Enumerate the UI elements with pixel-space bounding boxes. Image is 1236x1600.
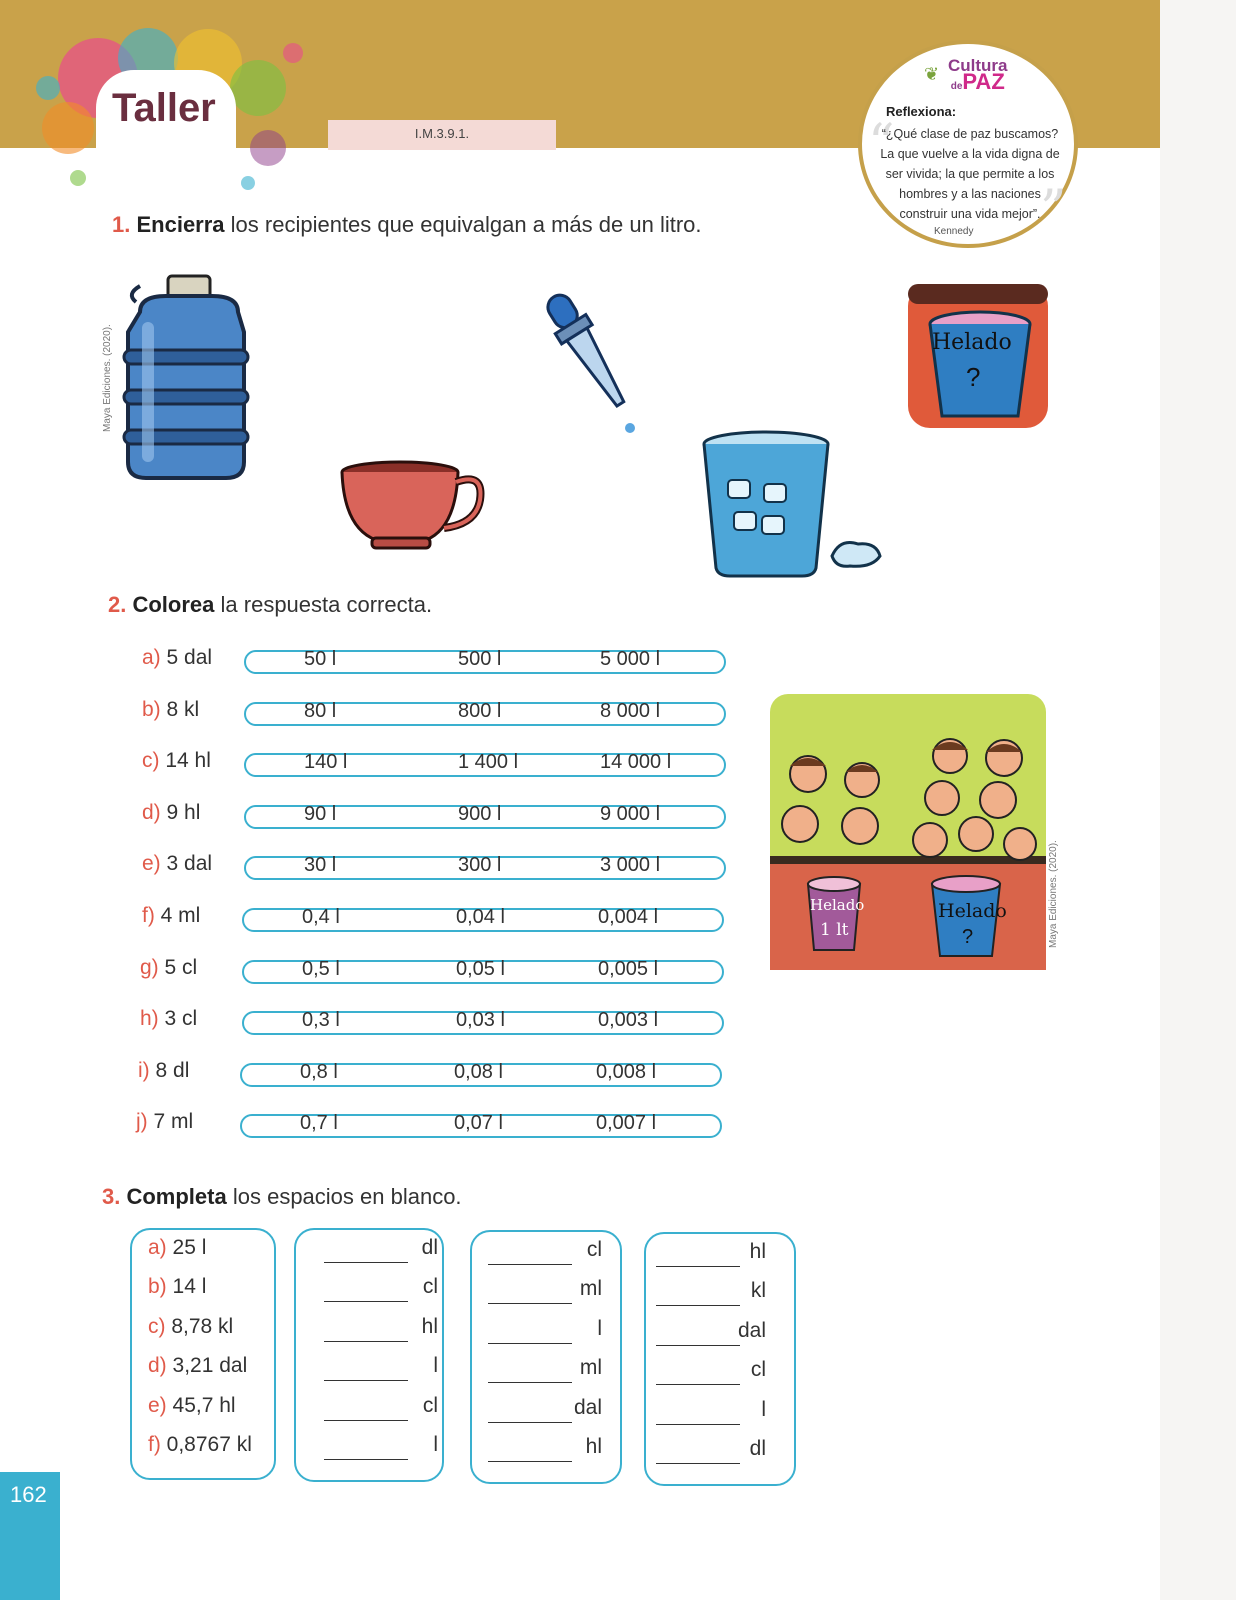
row-label (136, 1110, 193, 1134)
row-letter: f) (142, 904, 155, 927)
question-text: los espacios en blanco. (226, 1184, 462, 1209)
answer-blank[interactable] (488, 1422, 572, 1423)
answer-option[interactable]: 0,5 l (302, 958, 340, 980)
row-label (142, 698, 199, 722)
quote-open-icon: “ (868, 114, 895, 174)
answer-option[interactable]: 1 400 l (458, 751, 519, 773)
answer-column-box (644, 1232, 796, 1486)
unit-label: cl (422, 1394, 438, 1417)
answer-option[interactable]: 300 l (458, 854, 502, 876)
answer-option[interactable]: 0,005 l (598, 958, 659, 980)
scene-bucket1-amount: 1 lt (820, 920, 849, 940)
quantity-item (148, 1275, 206, 1299)
cultura-title-de: de (950, 81, 963, 92)
unit-label: cl (750, 1358, 766, 1381)
quantity-item (148, 1236, 206, 1260)
answer-option[interactable]: 9 000 l (600, 803, 661, 825)
row-letter: h) (140, 1007, 159, 1030)
unit-label: ml (579, 1356, 602, 1379)
bucket-question-mark: ? (966, 362, 981, 392)
unit-label: l (433, 1433, 438, 1456)
row-label (142, 749, 211, 773)
unit-label: l (433, 1354, 438, 1377)
answer-option[interactable]: 80 l (304, 700, 337, 722)
unit-label: l (761, 1398, 766, 1421)
page-margin-strip (1160, 0, 1236, 1600)
answer-option[interactable]: 0,8 l (300, 1061, 338, 1083)
row-value: 8 kl (160, 698, 200, 721)
quantity-value: 8,78 kl (165, 1315, 234, 1338)
image-credit: Maya Ediciones. (2020). (1048, 840, 1059, 948)
quantity-item (148, 1433, 252, 1457)
question-verb: Colorea (132, 592, 215, 617)
answer-option[interactable]: 0,004 l (598, 906, 659, 928)
answer-blank[interactable] (656, 1463, 740, 1464)
quantity-item (148, 1315, 233, 1339)
answer-blank[interactable] (324, 1459, 408, 1460)
quantity-letter: b) (148, 1275, 167, 1298)
quantity-value: 14 l (166, 1275, 207, 1298)
cultura-title-top: Cultura (948, 56, 1008, 75)
cup-image[interactable] (336, 458, 486, 553)
answer-blank[interactable] (488, 1303, 572, 1304)
unit-label: dal (573, 1396, 602, 1419)
row-label (142, 904, 200, 928)
row-value: 4 ml (154, 904, 201, 927)
row-label (138, 1059, 189, 1083)
answer-blank[interactable] (488, 1461, 572, 1462)
question-3 (102, 1184, 462, 1210)
unit-label: ml (579, 1277, 602, 1300)
row-value: 9 hl (160, 801, 201, 824)
page-title: Taller (112, 86, 216, 130)
answer-option[interactable]: 5 000 l (600, 648, 661, 670)
answer-option[interactable]: 90 l (304, 803, 337, 825)
unit-label: cl (422, 1275, 438, 1298)
answer-option[interactable]: 14 000 l (600, 751, 672, 773)
quote-close-icon: ” (1040, 180, 1067, 240)
question-verb: Encierra (136, 212, 225, 237)
answer-blank[interactable] (324, 1262, 408, 1263)
unit-label: kl (750, 1279, 766, 1302)
ice-cream-bucket-image[interactable] (908, 284, 1048, 428)
answer-blank[interactable] (488, 1382, 572, 1383)
answer-blank[interactable] (656, 1305, 740, 1306)
row-value: 3 cl (158, 1007, 198, 1030)
row-letter: g) (140, 956, 159, 979)
question-verb: Completa (126, 1184, 227, 1209)
answer-blank[interactable] (324, 1301, 408, 1302)
question-number: 1. (112, 212, 131, 237)
quantity-item (148, 1354, 247, 1378)
question-1 (112, 212, 702, 238)
answer-option[interactable]: 500 l (458, 648, 502, 670)
answer-option[interactable]: 900 l (458, 803, 502, 825)
question-text: los recipientes que equivalgan a más de un litro. (224, 212, 702, 237)
children-ice-cream-scene (770, 694, 1046, 970)
question-2 (108, 592, 432, 618)
water-jug-image[interactable] (116, 272, 256, 482)
unit-label: dl (421, 1236, 438, 1259)
answer-option[interactable]: 30 l (304, 854, 337, 876)
answer-blank[interactable] (488, 1343, 572, 1344)
image-credit: Maya Ediciones. (2020). (102, 324, 113, 432)
quantity-letter: f) (148, 1433, 161, 1456)
page-number: 162 (10, 1482, 47, 1507)
row-label (142, 646, 212, 670)
quote-author: Kennedy (934, 226, 974, 237)
quantity-value: 25 l (166, 1236, 207, 1259)
question-number: 3. (102, 1184, 121, 1209)
reflexiona-label: Reflexiona: (886, 104, 957, 119)
answer-blank[interactable] (324, 1380, 408, 1381)
answer-blank[interactable] (324, 1341, 408, 1342)
answer-option[interactable]: 140 l (304, 751, 348, 773)
quantity-letter: d) (148, 1354, 167, 1377)
answer-blank[interactable] (656, 1266, 740, 1267)
answer-option[interactable]: 800 l (458, 700, 502, 722)
row-value: 5 dal (160, 646, 213, 669)
row-letter: b) (142, 698, 161, 721)
answer-option[interactable]: 0,08 l (454, 1061, 503, 1083)
answer-option[interactable]: 0,7 l (300, 1112, 338, 1134)
quantity-letter: a) (148, 1236, 167, 1259)
quantity-letter: e) (148, 1394, 167, 1417)
answer-option[interactable]: 0,03 l (456, 1009, 505, 1031)
row-label (142, 852, 212, 876)
answer-option[interactable]: 0,008 l (596, 1061, 657, 1083)
unit-label: dl (749, 1437, 766, 1460)
unit-label: hl (421, 1315, 438, 1338)
row-letter: i) (138, 1059, 150, 1082)
question-text: la respuesta correcta. (214, 592, 433, 617)
unit-label: hl (749, 1240, 766, 1263)
answer-blank[interactable] (656, 1345, 740, 1346)
answer-option[interactable]: 3 000 l (600, 854, 661, 876)
row-label (142, 801, 200, 825)
answer-option[interactable]: 8 000 l (600, 700, 661, 722)
cultura-paz-title (948, 58, 1008, 95)
row-letter: j) (136, 1110, 148, 1133)
answer-option[interactable]: 0,007 l (596, 1112, 657, 1134)
quantity-item (148, 1394, 236, 1418)
row-value: 5 cl (158, 956, 198, 979)
row-value: 3 dal (160, 852, 213, 875)
answer-blank[interactable] (324, 1420, 408, 1421)
dropper-image[interactable] (538, 282, 648, 442)
peace-quote: “¿Qué clase de paz buscamos? La que vuelve a la vida digna de ser vivida; la que permite a los hombres y a las naciones construir una vida mejor”. (880, 127, 1060, 221)
row-label (140, 956, 197, 980)
row-letter: d) (142, 801, 161, 824)
unit-label: cl (586, 1238, 602, 1261)
scene-bucket1-label: Helado (810, 896, 865, 914)
answer-option[interactable]: 0,04 l (456, 906, 505, 928)
answer-option[interactable]: 50 l (304, 648, 337, 670)
row-letter: c) (142, 749, 160, 772)
bucket-label: Helado (932, 330, 1012, 355)
answer-option[interactable]: 0,003 l (598, 1009, 659, 1031)
unit-label: l (597, 1317, 602, 1340)
quantity-value: 3,21 dal (166, 1354, 248, 1377)
answer-option[interactable]: 0,3 l (302, 1009, 340, 1031)
row-value: 7 ml (147, 1110, 194, 1133)
cultura-title-paz: PAZ (962, 69, 1005, 94)
indicator-code: I.M.3.9.1. (414, 126, 470, 141)
row-value: 8 dl (149, 1059, 190, 1082)
quantity-value: 0,8767 kl (160, 1433, 252, 1456)
answer-option[interactable]: 0,07 l (454, 1112, 503, 1134)
glass-with-ice-image[interactable] (700, 428, 890, 580)
quantity-letter: c) (148, 1315, 166, 1338)
answer-blank[interactable] (488, 1264, 572, 1265)
row-value: 14 hl (159, 749, 211, 772)
row-label (140, 1007, 197, 1031)
scene-bucket2-mark: ? (962, 926, 974, 948)
answer-option[interactable]: 0,05 l (456, 958, 505, 980)
question-number: 2. (108, 592, 127, 617)
scene-bucket2-label: Helado (938, 900, 1007, 922)
answer-blank[interactable] (656, 1424, 740, 1425)
answer-option[interactable]: 0,4 l (302, 906, 340, 928)
unit-label: hl (585, 1435, 602, 1458)
quantity-value: 45,7 hl (166, 1394, 236, 1417)
answer-blank[interactable] (656, 1384, 740, 1385)
unit-label: dal (737, 1319, 766, 1342)
row-letter: a) (142, 646, 161, 669)
row-letter: e) (142, 852, 161, 875)
leaf-icon: ❦ (924, 64, 940, 84)
